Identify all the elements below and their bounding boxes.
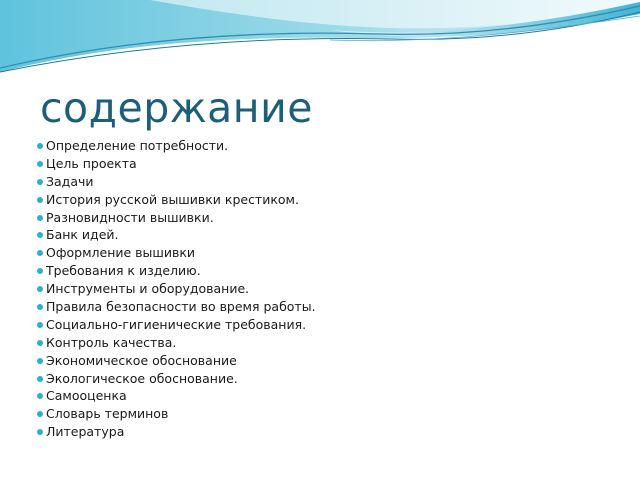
list-item-label: Разновидности вышивки.	[46, 209, 214, 225]
list-item	[0, 137, 316, 155]
bullet-icon	[37, 143, 43, 149]
list-item-label: Экономическое обоснование	[46, 352, 237, 368]
bullet-icon	[37, 304, 43, 310]
bullet-icon	[37, 179, 43, 185]
list-item-label: Литература	[46, 424, 125, 440]
list-item	[0, 370, 316, 388]
bullet-icon	[37, 197, 43, 203]
list-item-label: Самооценка	[46, 388, 127, 404]
bullet-icon	[37, 268, 43, 274]
bullet-icon	[37, 161, 43, 167]
list-item	[0, 155, 316, 173]
list-item-label: История русской вышивки крестиком.	[46, 191, 299, 207]
list-item	[0, 226, 316, 244]
list-item	[0, 244, 316, 262]
list-item	[0, 173, 316, 191]
bullet-icon	[37, 358, 43, 364]
list-item-label: Банк идей.	[46, 227, 119, 243]
list-item	[0, 405, 316, 423]
list-item	[0, 209, 316, 227]
bullet-icon	[37, 340, 43, 346]
bullet-icon	[37, 429, 43, 435]
bullet-icon	[37, 250, 43, 256]
list-item-label: Оформление вышивки	[46, 245, 196, 261]
list-item-label: Задачи	[46, 173, 94, 189]
list-item-label: Требования к изделию.	[46, 263, 201, 279]
list-item	[0, 191, 316, 209]
list-item-label: Социально-гигиенические требования.	[46, 316, 307, 332]
list-item	[0, 334, 316, 352]
list-item-label: Инструменты и оборудование.	[46, 281, 250, 297]
bullet-icon	[37, 393, 43, 399]
list-item	[0, 298, 316, 316]
decorative-wave-header	[0, 0, 640, 80]
list-item-label: Экологическое обоснование.	[46, 370, 238, 386]
list-item	[0, 423, 316, 441]
list-item-label: Цель проекта	[46, 155, 137, 171]
contents-list	[0, 137, 316, 441]
list-item-label: Словарь терминов	[46, 406, 169, 422]
bullet-icon	[37, 215, 43, 221]
list-item	[0, 352, 316, 370]
slide-title: содержание	[40, 84, 313, 132]
bullet-icon	[37, 322, 43, 328]
list-item-label: Правила безопасности во время работы.	[46, 299, 316, 315]
list-item-label: Контроль качества.	[46, 334, 177, 350]
list-item	[0, 262, 316, 280]
list-item-label: Определение потребности.	[46, 138, 229, 153]
bullet-icon	[37, 232, 43, 238]
bullet-icon	[37, 286, 43, 292]
list-item	[0, 316, 316, 334]
list-item	[0, 280, 316, 298]
bullet-icon	[37, 376, 43, 382]
list-item	[0, 387, 316, 405]
bullet-icon	[37, 411, 43, 417]
